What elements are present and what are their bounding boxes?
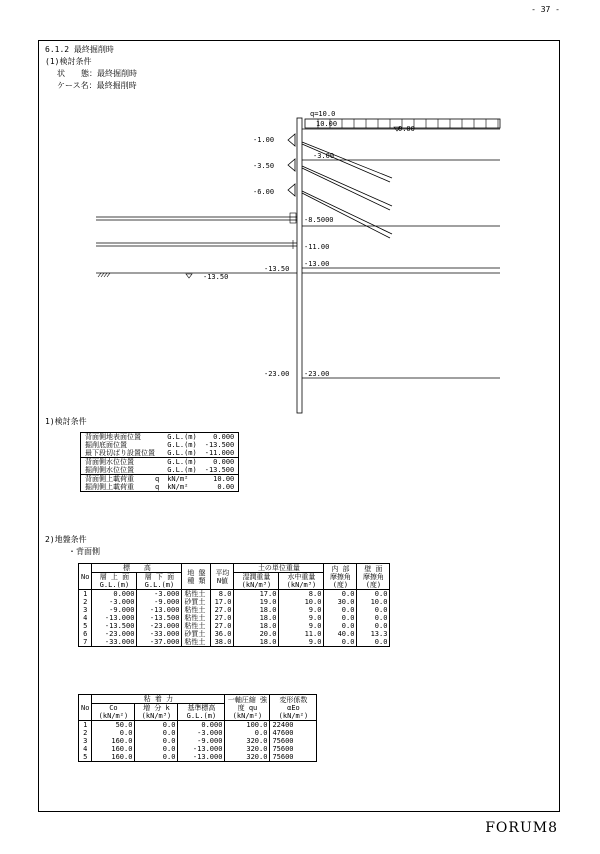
cohesion-table: No 粘 着 力 一軸圧縮 強度 qu (kN/m²) 変形係数 αEo (kN/m²) Co (kN/m²) 増 分 k (kN/m³) 基準標高 G.L.(m) 1 2 3 4 5 50.0 0.0 160.0 160.0 160.0 0.0 0.0 0.0 0.0 0.0 0.000 -3.000 -9.000 -13.000 -13.000 100.0 0.0 320.0 320.0 320.0 22400 47600 75600 75600 75600 xyxy=(78,694,317,762)
anchor-3-level: -6.00 xyxy=(253,188,275,196)
section-title: 6.1.2 最終掘削時 xyxy=(45,45,114,54)
ground-title: 2)地盤条件 xyxy=(45,535,87,544)
surcharge-value: 10.00 xyxy=(316,120,338,128)
water-level-left: -13.50 xyxy=(203,273,229,281)
water-level-left-icon xyxy=(186,274,192,278)
water-level-right: 0.00 xyxy=(398,125,415,133)
conditions-title: 1)検討条件 xyxy=(45,417,87,426)
level-23-00-right: -23.00 xyxy=(304,370,330,378)
lowest-strut-level: -11.00 xyxy=(304,243,330,251)
page-number: - 37 - xyxy=(531,5,560,14)
conditions-table: 背面側地表面位置 G.L.(m) 0.000 掘削底面位置 G.L.(m) -13.500 最下段切ばり設置位置 G.L.(m) -11.000 背面側水位位置 G.L.(m) 0.000 掘削側水位位置 G.L.(m) -13.500 背面側上載荷重 q kN/m² 10.00 掘削側上載荷重 q kN/m² 0.00 xyxy=(80,432,239,492)
retaining-wall xyxy=(297,118,302,413)
layer-boundary-label: -3.00 xyxy=(313,152,335,160)
anchor-1-level: -1.00 xyxy=(253,136,275,144)
case-label: ケース名：最終掘削時 xyxy=(57,81,137,90)
soil-layer-table: No 標 高 地 盤 種 類 平均 N値 土の単位重量 内 部 摩擦角 (度) 壁 面 摩擦角 (度) 層 上 面 G.L.(m) 層 下 面 G.L.(m) 湿潤重量 (kN/m³) 水中重量 (kN/m³) 1 2 3 4 5 6 7 0.000 -3.000 -9.000 -13.000 -13.500 -23.000 -33.000 -3.000 -9.000 -13.000 -13.500 -23.000 -33.000 -37.000 粘性土 砂質土 粘性土 粘性土 粘性土 砂質土 粘性土 8.0 17.0 27.0 27.0 27.0 36.0 38.0 17.0 19.0 18.0 18.0 18.0 20.0 18.0 8.0 10.0 9.0 9.0 9.0 11.0 9.0 0.0 30.0 0.0 0.0 0.0 40.0 0.0 0.0 10.0 0.0 0.0 0.0 13.3 0.0 xyxy=(78,563,390,647)
excavation-bottom-level: -13.50 xyxy=(264,265,290,273)
strut-level: -8.5000 xyxy=(304,216,334,224)
level-23-00-left: -23.00 xyxy=(264,370,290,378)
ground-subtitle: ・背面側 xyxy=(68,547,100,556)
subsection-title: (1)検討条件 xyxy=(45,57,92,66)
state-label: 状 態：最終掘削時 xyxy=(57,69,137,78)
surcharge-label: q=10.0 xyxy=(310,110,336,118)
level-13-00: -13.00 xyxy=(304,260,330,268)
footer-logo: FORUM8 xyxy=(485,820,558,836)
anchor-2-level: -3.50 xyxy=(253,162,275,170)
